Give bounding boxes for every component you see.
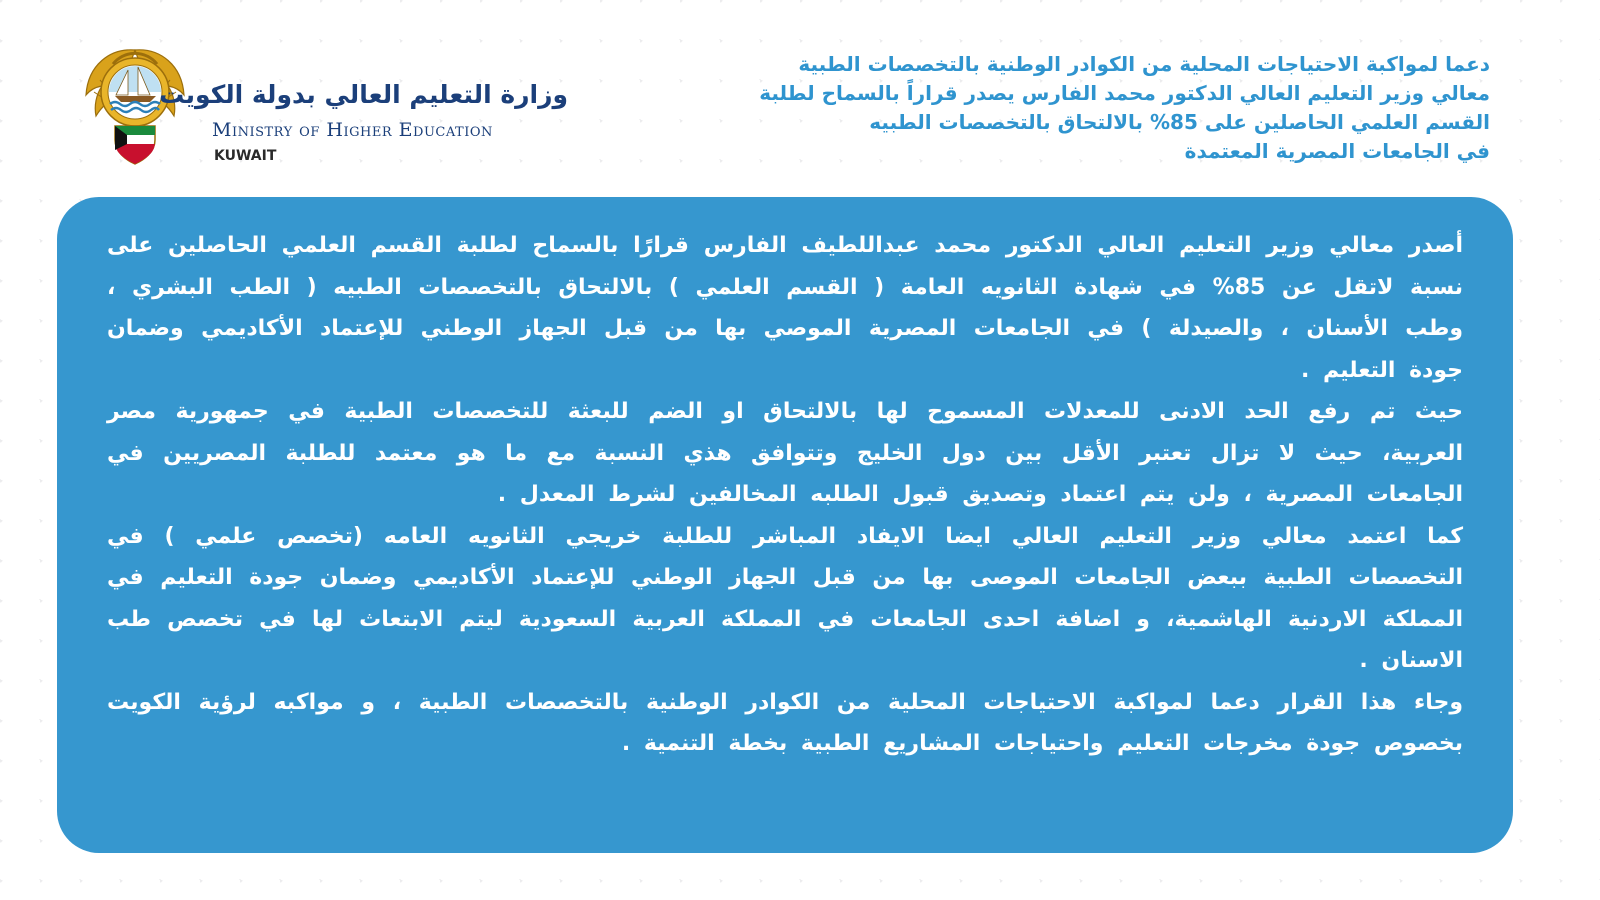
body-paragraph: أصدر معالي وزير التعليم العالي الدكتور محمد عبداللطيف الفارس قرارًا بالسماح لطلبة القسم العلمي الحاصلين على نسبة لاتقل عن 85% في شهادة الثانويه العامة ( القسم العلمي ) بالالتحاق بالتخصصات الطبيه ( الطب البشري ، وطب الأسنان ، والصيدلة ) في الجامعات المصرية الموصي بها من قبل الجهاز الوطني للإعتماد الأكاديمي وضمان جودة التعليم . [107,233,1463,383]
ministry-name-english: Ministry of Higher Education [212,119,493,141]
news-headline [590,50,1490,166]
ministry-logo [80,40,600,170]
body-paragraph: حيث تم رفع الحد الادنى للمعدلات المسموح لها بالالتحاق او الضم للبعثة للتخصصات الطبية في جمهورية مصر العربية، حيث لا تزال تعتبر الأقل بين دول الخليج وتتوافق هذي النسبة مع ما هو معتمد للطلبة المصريين في الجامعات المصرية ، ولن يتم اعتماد وتصديق قبول الطلبه المخالفين لشرط المعدل . [107,399,1463,507]
headline-line: دعما لمواكبة الاحتياجات المحلية من الكوادر الوطنية بالتخصصات الطبية [798,52,1490,76]
headline-line: في الجامعات المصرية المعتمدة [1184,139,1490,163]
body-paragraph: وجاء هذا القرار دعما لمواكبة الاحتياجات المحلية من الكوادر الوطنية بالتخصصات الطبية ، و مواكبه لرؤية الكويت بخصوص جودة مخرجات التعليم واحتياجات المشاريع الطبية بخطة التنمية . [107,689,1463,756]
headline-line: القسم العلمي الحاصلين على 85% بالالتحاق بالتخصصات الطبيه [869,110,1490,134]
ministry-name-arabic: وزارة التعليم العالي بدولة الكويت [159,80,568,109]
announcement-card [57,197,1513,853]
country-name: KUWAIT [214,148,277,164]
body-paragraph: كما اعتمد معالي وزير التعليم العالي ايضا الايفاد المباشر للطلبة خريجي الثانويه العامه (تخصص علمي ) في التخصصات الطبية ببعض الجامعات الموصى بها من قبل الجهاز الوطني للإعتماد الأكاديمي وضمان جودة التعليم في المملكة الاردنية الهاشمية، و اضافة احدى الجامعات في المملكة العربية السعودية ليتم الابتعاث لها في تخصص طب الاسنان . [107,523,1463,673]
headline-line: معالي وزير التعليم العالي الدكتور محمد الفارس يصدر قراراً بالسماح لطلبة [759,81,1490,105]
announcement-body [107,225,1463,765]
